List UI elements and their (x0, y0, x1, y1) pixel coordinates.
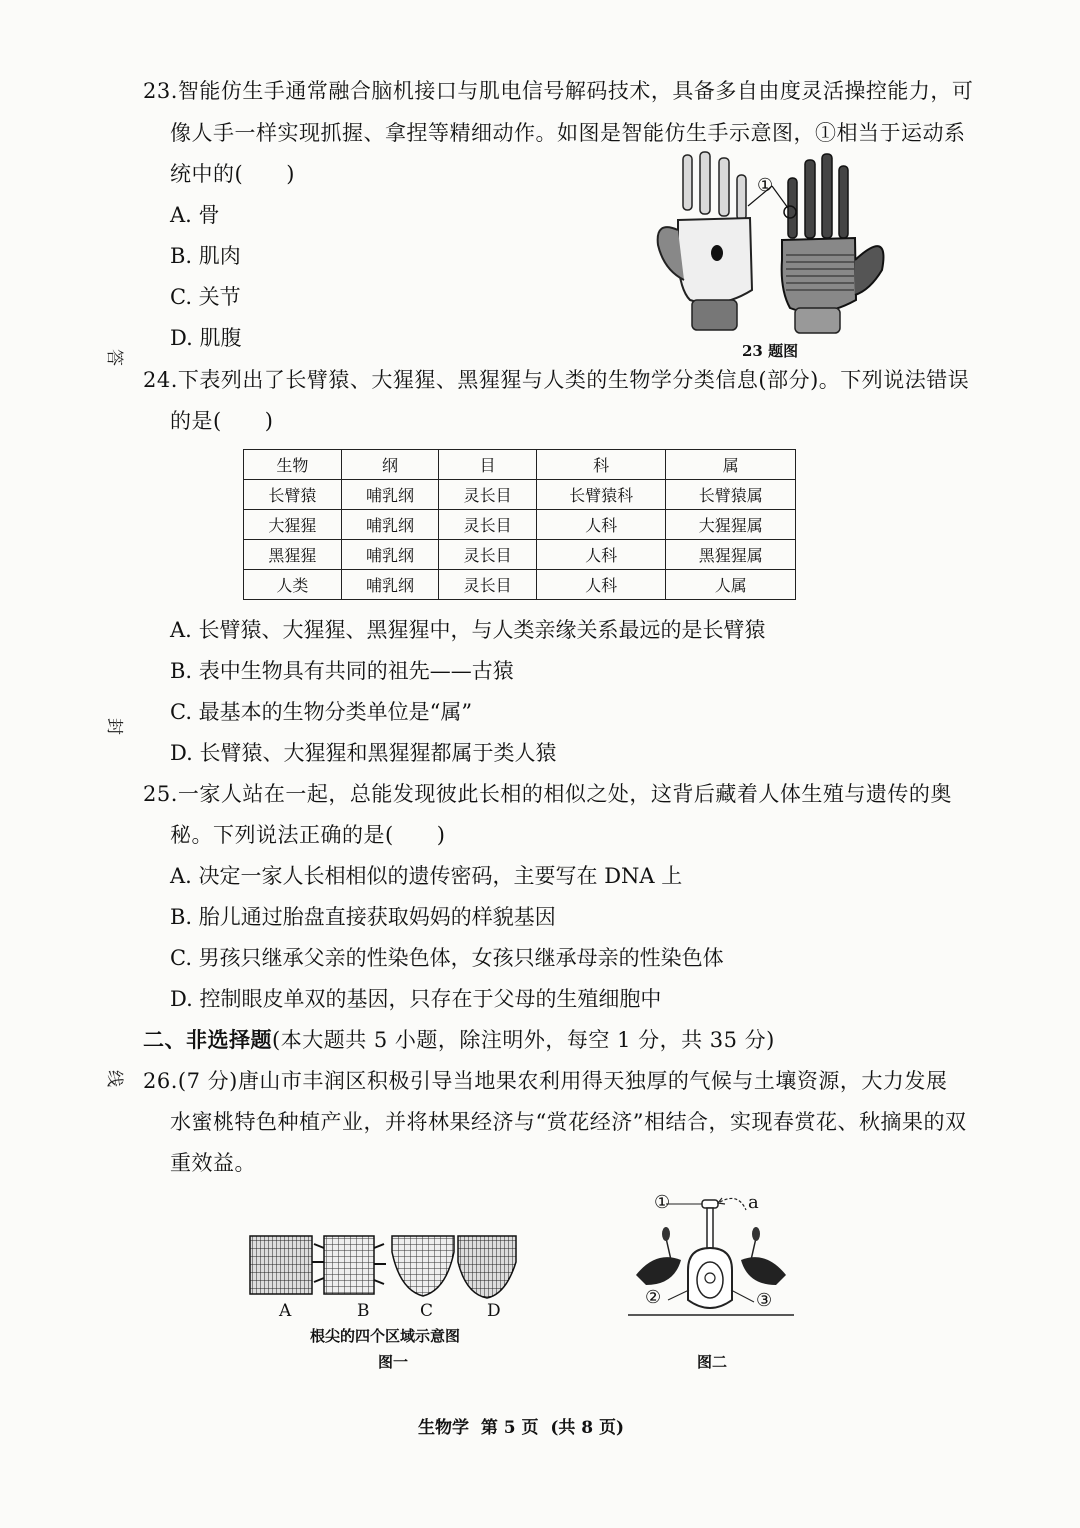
root-region-a (250, 1236, 312, 1294)
table-cell: 长臂猿属 (666, 480, 796, 510)
q23-option-b: B. 肌肉 (170, 244, 241, 268)
table-cell: 哺乳纲 (341, 480, 439, 510)
table-cell: 哺乳纲 (341, 510, 439, 540)
section2-note: (本大题共 5 小题，除注明外，每空 1 分，共 35 分) (272, 1028, 775, 1052)
margin-mark-3: 线 (104, 1070, 124, 1087)
fig1-label-c: C (420, 1301, 434, 1321)
table-cell: 黑猩猩属 (666, 540, 796, 570)
table-cell: 人科 (536, 540, 666, 570)
q23-line-3: 统中的( ) (170, 162, 295, 186)
bionic-hand-figure (650, 150, 900, 340)
fig2-label-1: ① (654, 1192, 671, 1213)
q23-option-a: A. 骨 (170, 203, 220, 227)
fig2-label-a: a (748, 1192, 759, 1213)
table-cell: 灵长目 (439, 570, 537, 600)
figure-label-1: ① (757, 175, 774, 196)
q24-option-b: B. 表中生物具有共同的祖先——古猿 (170, 659, 514, 683)
table-header: 生物 (244, 450, 342, 480)
table-cell: 哺乳纲 (341, 540, 439, 570)
root-region-c (392, 1236, 454, 1296)
q23-option-d: D. 肌腹 (170, 326, 242, 350)
q26-line-1: 26.(7 分)唐山市丰润区积极引导当地果农利用得天独厚的气候与土壤资源，大力发展 (143, 1069, 948, 1093)
table-cell: 灵长目 (439, 510, 537, 540)
fig1-label-b: B (357, 1301, 370, 1321)
bionic-hand-palm-side (658, 152, 752, 330)
table-cell: 灵长目 (439, 480, 537, 510)
q24-line-2: 的是( ) (170, 409, 274, 433)
q23-figure-caption: 23 题图 (742, 342, 799, 360)
fig2-label-2: ② (645, 1287, 662, 1308)
q23-option-c: C. 关节 (170, 285, 241, 309)
q25-option-b: B. 胎儿通过胎盘直接获取妈妈的样貌基因 (170, 905, 556, 929)
table-cell: 灵长目 (439, 540, 537, 570)
margin-mark-1: 答 (104, 349, 124, 366)
page-footer: 生物学 第 5 页 (共 8 页) (418, 1418, 625, 1438)
q25-option-c: C. 男孩只继承父亲的性染色体，女孩只继承母亲的性染色体 (170, 946, 724, 970)
q24-line-1: 24.下表列出了长臂猿、大猩猩、黑猩猩与人类的生物学分类信息(部分)。下列说法错误 (143, 368, 970, 392)
q25-line-2: 秘。下列说法正确的是( ) (170, 823, 446, 847)
table-row (244, 540, 796, 570)
fig2-label-3: ③ (756, 1290, 773, 1311)
table-row (244, 510, 796, 540)
q26-line-3: 重效益。 (170, 1151, 256, 1175)
margin-mark-2: 封 (104, 718, 124, 735)
fig1-label-d: D (487, 1301, 501, 1321)
table-cell: 黑猩猩 (244, 540, 342, 570)
petal-right (741, 1257, 786, 1285)
stigma (702, 1200, 718, 1208)
q26-line-2: 水蜜桃特色种植产业，并将林果经济与“赏花经济”相结合，实现春赏花、秋摘果的双 (170, 1110, 967, 1134)
q25-option-d: D. 控制眼皮单双的基因，只存在于父母的生殖细胞中 (170, 987, 662, 1011)
q23-line-1: 23.智能仿生手通常融合脑机接口与肌电信号解码技术，具备多自由度灵活操控能力，可 (143, 79, 974, 103)
table-cell: 长臂猿科 (536, 480, 666, 510)
q23-line-2: 像人手一样实现抓握、拿捏等精细动作。如图是智能仿生手示意图，①相当于运动系 (170, 121, 966, 145)
table-header: 目 (439, 450, 537, 480)
table-cell: 人科 (536, 570, 666, 600)
q24-option-d: D. 长臂猿、大猩猩和黑猩猩都属于类人猿 (170, 741, 557, 765)
classification-table (243, 449, 796, 600)
root-region-d (458, 1236, 516, 1298)
fig1-label-a: A (279, 1301, 292, 1321)
table-row (244, 570, 796, 600)
table-row (244, 480, 796, 510)
table-cell: 人类 (244, 570, 342, 600)
table-cell: 长臂猿 (244, 480, 342, 510)
table-cell: 大猩猩 (244, 510, 342, 540)
table-header: 科 (536, 450, 666, 480)
fig1-caption: 图一 (378, 1353, 409, 1371)
section2-heading (143, 1025, 775, 1055)
q24-option-a: A. 长臂猿、大猩猩、黑猩猩中，与人类亲缘关系最远的是长臂猿 (170, 618, 766, 642)
fig2-caption: 图二 (697, 1353, 728, 1371)
table-cell: 大猩猩属 (666, 510, 796, 540)
table-cell: 人科 (536, 510, 666, 540)
anther-right (752, 1227, 760, 1241)
table-cell: 人属 (666, 570, 796, 600)
petal-left (636, 1257, 681, 1285)
fig1-title: 根尖的四个区域示意图 (310, 1327, 461, 1345)
ovule (697, 1262, 723, 1298)
q24-option-c: C. 最基本的生物分类单位是“属” (170, 700, 473, 724)
table-header: 属 (666, 450, 796, 480)
table-header: 纲 (341, 450, 439, 480)
anther-left (662, 1227, 670, 1241)
style (707, 1208, 713, 1250)
root-region-b (312, 1236, 386, 1294)
table-header-row (244, 450, 796, 480)
q25-option-a: A. 决定一家人长相相似的遗传密码，主要写在 DNA 上 (170, 864, 683, 888)
section2-title: 二、非选择题 (143, 1027, 272, 1052)
q25-line-1: 25.一家人站在一起，总能发现彼此长相的相似之处，这背后藏着人体生殖与遗传的奥 (143, 782, 952, 806)
root-tip-figure (248, 1232, 518, 1302)
table-cell: 哺乳纲 (341, 570, 439, 600)
